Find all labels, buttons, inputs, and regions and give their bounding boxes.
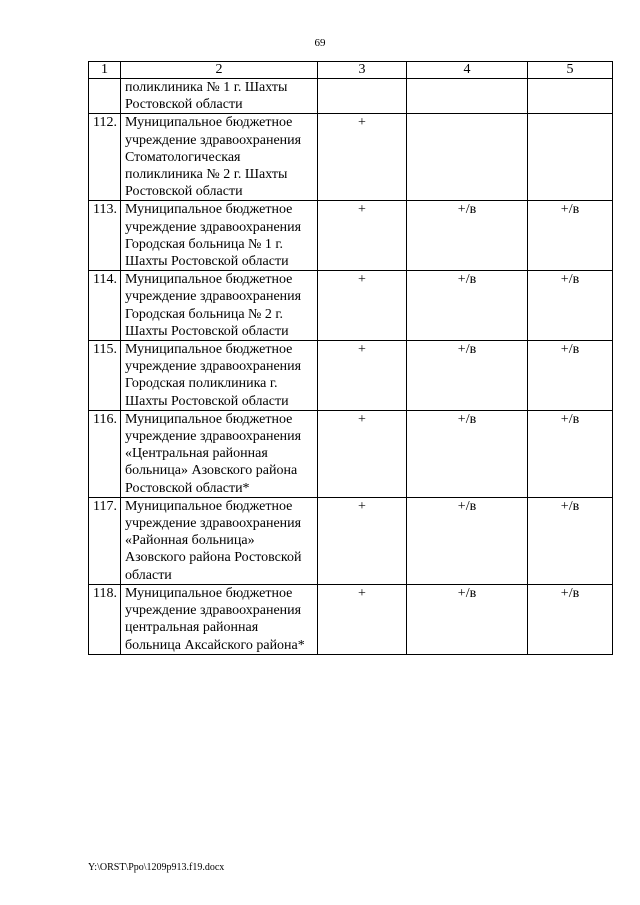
institution-name: Муниципальное бюджетное учреждение здравоохранения Городская больница № 1 г. Шахты Ростовской области: [121, 201, 318, 271]
column-4-mark: +/в: [407, 201, 528, 271]
column-header-1: 1: [89, 62, 121, 79]
column-4-mark: [407, 79, 528, 114]
column-5-mark: [528, 114, 613, 201]
institution-name: Муниципальное бюджетное учреждение здравоохранения центральная районная больница Аксайского района*: [121, 584, 318, 654]
column-header-5: 5: [528, 62, 613, 79]
column-header-3: 3: [318, 62, 407, 79]
column-5-mark: +/в: [528, 341, 613, 411]
column-3-mark: +: [318, 584, 407, 654]
footer-file-path: Y:\ORST\Ppo\1209p913.f19.docx: [88, 862, 225, 873]
column-3-mark: +: [318, 271, 407, 341]
institution-name: Муниципальное бюджетное учреждение здравоохранения Стоматологическая поликлиника № 2 г. Шахты Ростовской области: [121, 114, 318, 201]
column-3-mark: +: [318, 410, 407, 497]
column-5-mark: [528, 79, 613, 114]
column-3-mark: +: [318, 201, 407, 271]
column-header-4: 4: [407, 62, 528, 79]
column-3-mark: +: [318, 114, 407, 201]
column-4-mark: +/в: [407, 341, 528, 411]
table-row: [89, 271, 613, 341]
page-number: 69: [314, 37, 326, 49]
table-header-row: [89, 62, 613, 79]
column-5-mark: +/в: [528, 271, 613, 341]
row-number: [89, 79, 121, 114]
row-number: 116.: [89, 410, 121, 497]
column-5-mark: +/в: [528, 497, 613, 584]
column-4-mark: [407, 114, 528, 201]
institution-name: Муниципальное бюджетное учреждение здравоохранения Городская больница № 2 г. Шахты Ростовской области: [121, 271, 318, 341]
table-row: [89, 584, 613, 654]
institution-name: Муниципальное бюджетное учреждение здравоохранения «Центральная районная больница» Азовского района Ростовской области*: [121, 410, 318, 497]
row-number: 118.: [89, 584, 121, 654]
institution-name: Муниципальное бюджетное учреждение здравоохранения Городская поликлиника г. Шахты Ростовской области: [121, 341, 318, 411]
column-4-mark: +/в: [407, 584, 528, 654]
table-row: [89, 341, 613, 411]
table-row: [89, 410, 613, 497]
column-3-mark: [318, 79, 407, 114]
column-5-mark: +/в: [528, 584, 613, 654]
institution-name: Муниципальное бюджетное учреждение здравоохранения «Районная больница» Азовского района Ростовской области: [121, 497, 318, 584]
column-5-mark: +/в: [528, 201, 613, 271]
column-4-mark: +/в: [407, 410, 528, 497]
table-row: [89, 497, 613, 584]
row-number: 117.: [89, 497, 121, 584]
row-number: 112.: [89, 114, 121, 201]
column-4-mark: +/в: [407, 497, 528, 584]
table-row: [89, 114, 613, 201]
column-3-mark: +: [318, 497, 407, 584]
column-4-mark: +/в: [407, 271, 528, 341]
column-5-mark: +/в: [528, 410, 613, 497]
row-number: 114.: [89, 271, 121, 341]
table-row: [89, 201, 613, 271]
row-number: 113.: [89, 201, 121, 271]
column-3-mark: +: [318, 341, 407, 411]
column-header-2: 2: [121, 62, 318, 79]
row-number: 115.: [89, 341, 121, 411]
data-table: [88, 61, 613, 655]
institution-name: поликлиника № 1 г. Шахты Ростовской области: [121, 79, 318, 114]
table-row: [89, 79, 613, 114]
